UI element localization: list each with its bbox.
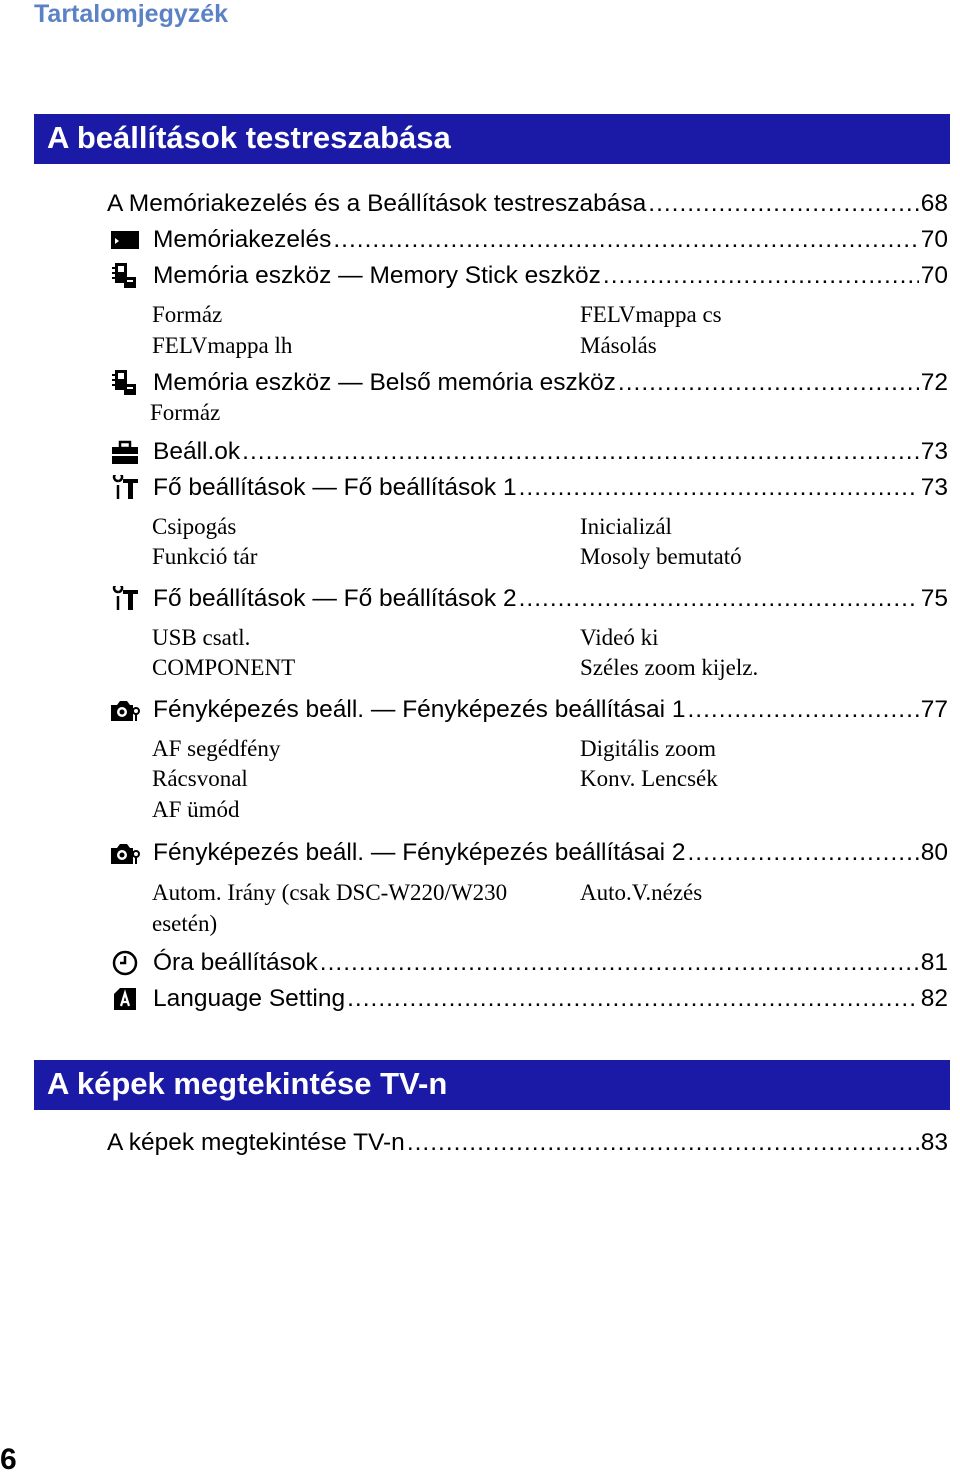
toc-entry-label: Fényképezés beáll. — Fényképezés beállításai 1 [153,696,686,723]
toc-entry-main-settings-2[interactable] [153,581,948,617]
dot-leader [603,258,919,294]
dot-leader [519,581,919,617]
toc-entry-clock-settings[interactable] [153,945,948,981]
main-settings-icon [109,473,141,503]
subitem-wide-zoom-display: Széles zoom kijelz. [580,655,759,680]
toc-entry-label: Language Setting [153,985,346,1012]
memory-card-icon [109,225,141,255]
toc-entry-viewing-on-tv[interactable] [107,1125,948,1161]
page-number: 6 [0,1443,17,1476]
camera-settings-icon [109,695,141,725]
subitem-function-guide: Funkció tár [152,544,258,569]
toc-entry-label: Memóriakezelés [153,226,332,253]
toc-page-number: 73 [920,438,948,465]
subitem-format: Formáz [152,302,223,327]
toc-page-number: 72 [920,369,948,396]
section-title-viewing-on-tv: A képek megtekintése TV-n [34,1060,950,1110]
dot-leader [320,945,919,981]
clock-icon [109,948,141,978]
subitem-create-rec-folder: FELVmappa lh [152,333,293,358]
toc-entry-label: Beáll.ok [153,438,241,465]
toc-entry-label: Óra beállítások [153,949,318,976]
toc-entry-shooting-settings-1[interactable] [153,692,948,728]
toc-entry-label: A Memóriakezelés és a Beállítások testreszabása [107,190,647,217]
subitem-digital-zoom: Digitális zoom [580,736,717,761]
subitem-smile-demo: Mosoly bemutató [580,544,742,569]
toc-entry-main-settings-1[interactable] [153,470,948,506]
language-icon [109,984,141,1014]
toc-entry-label: Fő beállítások — Fő beállítások 2 [153,585,517,612]
subitem-af-mode: AF ümód [152,797,240,822]
toc-entry-label: Memória eszköz — Belső memória eszköz [153,369,616,396]
page-header-title: Tartalomjegyzék [34,0,229,28]
subitem-auto-orient-continued: esetén) [152,911,218,936]
subitem-component: COMPONENT [152,655,296,680]
toc-entry-language-setting[interactable] [153,981,948,1017]
dot-leader [333,222,918,258]
dot-leader [688,835,919,871]
subitem-copy: Másolás [580,333,657,358]
dot-leader [242,434,919,470]
dot-leader [618,365,919,401]
toc-entry-settings[interactable] [153,434,948,470]
toc-page-number: 81 [920,949,948,976]
dot-leader [407,1125,919,1161]
subitem-auto-review: Auto.V.nézés [580,880,703,905]
subitem-af-illuminator: AF segédfény [152,736,281,761]
subitem-beep: Csipogás [152,514,237,539]
toolbox-icon [109,438,141,468]
toc-entry-shooting-settings-2[interactable] [153,835,948,871]
dot-leader [688,692,919,728]
toc-entry-memory-stick-tool[interactable] [153,258,948,294]
camera-settings-icon [109,838,141,868]
toc-entry-label: A képek megtekintése TV-n [107,1129,405,1156]
subitem-video-out: Videó ki [580,625,659,650]
toc-page-number: 77 [920,696,948,723]
dot-leader [347,981,919,1017]
dot-leader [519,470,919,506]
toc-entry-memory-management[interactable] [153,222,948,258]
subitem-conversion-lens: Konv. Lencsék [580,766,718,791]
toc-entry-label: Fényképezés beáll. — Fényképezés beállításai 2 [153,839,686,866]
subitem-initialize: Inicializál [580,514,672,539]
toc-entry-memory-and-settings[interactable] [107,186,948,222]
subitem-usb-connect: USB csatl. [152,625,251,650]
toc-page-number: 70 [920,226,948,253]
main-settings-icon [109,584,141,614]
subitem-format: Formáz [150,400,221,425]
subitem-auto-orient: Autom. Irány (csak DSC-W220/W230 [152,880,508,905]
memory-tool-icon [109,261,141,291]
toc-entry-internal-memory-tool[interactable] [153,365,948,401]
subitem-change-rec-folder: FELVmappa cs [580,302,722,327]
toc-entry-label: Fő beállítások — Fő beállítások 1 [153,474,517,501]
toc-page-number: 68 [920,190,948,217]
toc-page-number: 75 [920,585,948,612]
toc-page-number: 83 [920,1129,948,1156]
toc-page-number: 80 [920,839,948,866]
dot-leader [648,186,918,222]
toc-page-number: 82 [920,985,948,1012]
section-title-customize-settings: A beállítások testreszabása [34,114,950,164]
toc-entry-label: Memória eszköz — Memory Stick eszköz [153,262,601,289]
memory-tool-icon [109,368,141,398]
subitem-grid-line: Rácsvonal [152,766,248,791]
toc-page-number: 73 [920,474,948,501]
toc-page-number: 70 [920,262,948,289]
